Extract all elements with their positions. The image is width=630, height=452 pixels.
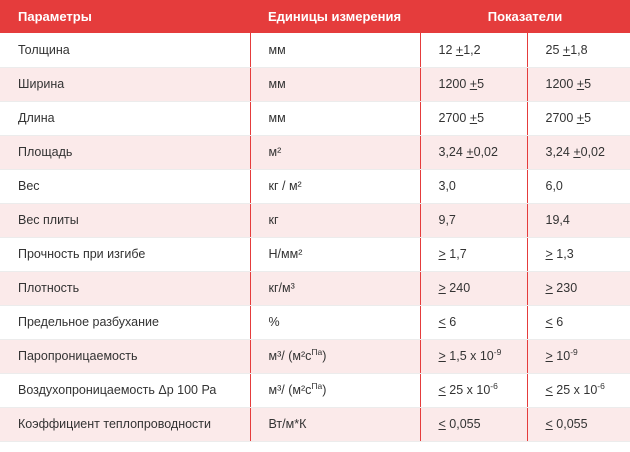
value-prefix: 2700	[438, 111, 470, 125]
value-cell-1	[420, 339, 527, 373]
value-suffix: 10	[552, 349, 571, 363]
parameter-name: Вес плиты	[18, 213, 79, 227]
parameter-name: Толщина	[18, 42, 70, 57]
value-symbol: <	[438, 383, 446, 397]
value-prefix: 1200	[545, 77, 577, 91]
header-units: Единицы измерения	[268, 9, 402, 24]
value-symbol: >	[438, 349, 446, 363]
value-symbol: <	[545, 315, 553, 329]
unit-text: кг	[268, 213, 279, 227]
value-cell-2	[527, 237, 630, 271]
unit-cell	[250, 135, 420, 169]
value-symbol: >	[438, 247, 446, 261]
unit-cell	[250, 271, 420, 305]
parameter-name: Вес	[18, 179, 40, 193]
value-cell-2	[527, 407, 630, 441]
value-suffix: 1,2	[463, 42, 481, 57]
parameter-cell	[0, 407, 250, 441]
table-row	[0, 237, 630, 271]
value-suffix: 0,02	[473, 145, 498, 159]
unit-text: мм	[268, 42, 286, 57]
parameter-cell	[0, 237, 250, 271]
unit-cell	[250, 67, 420, 101]
unit-superscript: Па	[311, 346, 323, 357]
value-suffix: 0,02	[580, 145, 605, 159]
unit-cell	[250, 407, 420, 441]
parameter-name: Воздухопроницаемость Δр 100 Ра	[18, 383, 217, 397]
value-prefix: 3,24	[545, 145, 574, 159]
value-symbol: <	[438, 315, 446, 329]
value-suffix: 5	[584, 77, 592, 91]
table-row	[0, 339, 630, 373]
unit-cell	[250, 339, 420, 373]
value-cell-2	[527, 169, 630, 203]
value-suffix: 25 x 10	[552, 383, 598, 397]
value-suffix: 25 x 10	[445, 383, 491, 397]
value-exponent: -9	[570, 346, 578, 357]
value-cell-2	[527, 101, 630, 135]
parameter-cell	[0, 169, 250, 203]
value-suffix: 1,5 x 10	[445, 349, 494, 363]
value-exponent: -9	[493, 346, 502, 357]
value-symbol: +	[573, 145, 581, 159]
value-cell-1	[420, 203, 527, 237]
value-cell-2	[527, 67, 630, 101]
value-symbol: +	[466, 145, 474, 159]
unit-text: мм	[268, 111, 286, 125]
unit-text: кг / м²	[268, 179, 302, 193]
header-indicators: Показатели	[487, 9, 563, 24]
parameter-name: Длина	[18, 111, 55, 125]
unit-text: кг/м³	[268, 281, 295, 295]
unit-text: Н/мм²	[268, 247, 303, 261]
value-prefix: 6,0	[545, 179, 563, 193]
parameter-cell	[0, 339, 250, 373]
value-suffix: 5	[477, 77, 485, 91]
unit-cell	[250, 305, 420, 339]
parameter-cell	[0, 203, 250, 237]
value-symbol: <	[438, 417, 446, 431]
parameter-name: Плотность	[18, 281, 80, 295]
unit-text: %	[268, 315, 280, 329]
table-row	[0, 373, 630, 407]
value-symbol: >	[545, 247, 553, 261]
value-suffix: 6	[552, 315, 564, 329]
unit-text: мм	[268, 77, 286, 91]
parameter-name: Площадь	[18, 145, 73, 159]
value-cell-1	[420, 271, 527, 305]
parameter-cell	[0, 271, 250, 305]
table-row	[0, 33, 630, 67]
parameter-name: Прочность при изгибе	[18, 247, 146, 261]
value-cell-2	[527, 271, 630, 305]
value-prefix: 3,0	[438, 179, 456, 193]
value-cell-1	[420, 237, 527, 271]
value-cell-1	[420, 135, 527, 169]
value-symbol: +	[576, 111, 585, 125]
header-row	[0, 0, 630, 33]
value-cell-1	[420, 67, 527, 101]
value-symbol: +	[576, 77, 585, 91]
value-cell-1	[420, 373, 527, 407]
parameter-name: Паропроницаемость	[18, 349, 138, 363]
value-exponent: -6	[597, 380, 605, 391]
value-symbol: +	[455, 42, 464, 57]
value-prefix: 9,7	[438, 213, 456, 227]
value-symbol: <	[545, 383, 553, 397]
value-suffix: 5	[584, 111, 592, 125]
parameter-cell	[0, 305, 250, 339]
value-suffix: 6	[445, 315, 457, 329]
value-symbol: >	[545, 349, 553, 363]
unit-cell	[250, 373, 420, 407]
value-suffix: 0,055	[552, 417, 588, 431]
table-row	[0, 135, 630, 169]
table-row	[0, 169, 630, 203]
value-suffix: 230	[552, 281, 578, 295]
value-cell-1	[420, 407, 527, 441]
value-symbol: <	[545, 417, 553, 431]
value-cell-1	[420, 101, 527, 135]
parameter-name: Предельное разбухание	[18, 315, 159, 329]
unit-text: м³/ (м²с	[268, 349, 312, 363]
value-exponent: -6	[490, 380, 498, 391]
unit-superscript: Па	[311, 380, 323, 391]
unit-cell	[250, 237, 420, 271]
value-symbol: >	[438, 281, 446, 295]
value-suffix: 240	[445, 281, 471, 295]
value-prefix: 3,24	[438, 145, 467, 159]
unit-text: м³/ (м²с	[268, 383, 312, 397]
value-suffix: 1,3	[552, 247, 574, 261]
value-suffix: 1,8	[570, 42, 588, 57]
value-prefix: 1200	[438, 77, 470, 91]
value-symbol: >	[545, 281, 553, 295]
value-suffix: 0,055	[445, 417, 481, 431]
table-row	[0, 271, 630, 305]
unit-text: Вт/м*К	[268, 417, 307, 431]
unit-text: м²	[268, 145, 282, 159]
table-header	[0, 0, 630, 33]
value-suffix: 5	[477, 111, 485, 125]
value-prefix: 12	[438, 42, 456, 57]
parameter-cell	[0, 67, 250, 101]
value-cell-2	[527, 135, 630, 169]
value-cell-2	[527, 373, 630, 407]
table-row	[0, 67, 630, 101]
unit-suffix: )	[322, 349, 327, 363]
parameter-cell	[0, 101, 250, 135]
table-body	[0, 33, 630, 441]
value-symbol: +	[469, 111, 478, 125]
table-row	[0, 203, 630, 237]
value-cell-1	[420, 305, 527, 339]
value-suffix: 1,7	[445, 247, 467, 261]
value-prefix: 25	[545, 42, 563, 57]
value-cell-2	[527, 305, 630, 339]
unit-suffix: )	[322, 383, 327, 397]
parameter-cell	[0, 135, 250, 169]
value-prefix: 2700	[545, 111, 577, 125]
value-cell-1	[420, 33, 527, 67]
value-prefix: 19,4	[545, 213, 570, 227]
value-cell-1	[420, 169, 527, 203]
value-symbol: +	[562, 42, 571, 57]
header-parameters: Параметры	[18, 9, 92, 24]
value-cell-2	[527, 339, 630, 373]
table-row	[0, 101, 630, 135]
parameter-cell	[0, 33, 250, 67]
parameter-name: Коэффициент теплопроводности	[18, 417, 212, 431]
unit-cell	[250, 169, 420, 203]
value-symbol: +	[469, 77, 478, 91]
unit-cell	[250, 203, 420, 237]
unit-cell	[250, 33, 420, 67]
value-cell-2	[527, 33, 630, 67]
value-cell-2	[527, 203, 630, 237]
parameter-cell	[0, 373, 250, 407]
table-row	[0, 407, 630, 441]
parameter-name: Ширина	[18, 77, 65, 91]
table-row	[0, 305, 630, 339]
unit-cell	[250, 101, 420, 135]
